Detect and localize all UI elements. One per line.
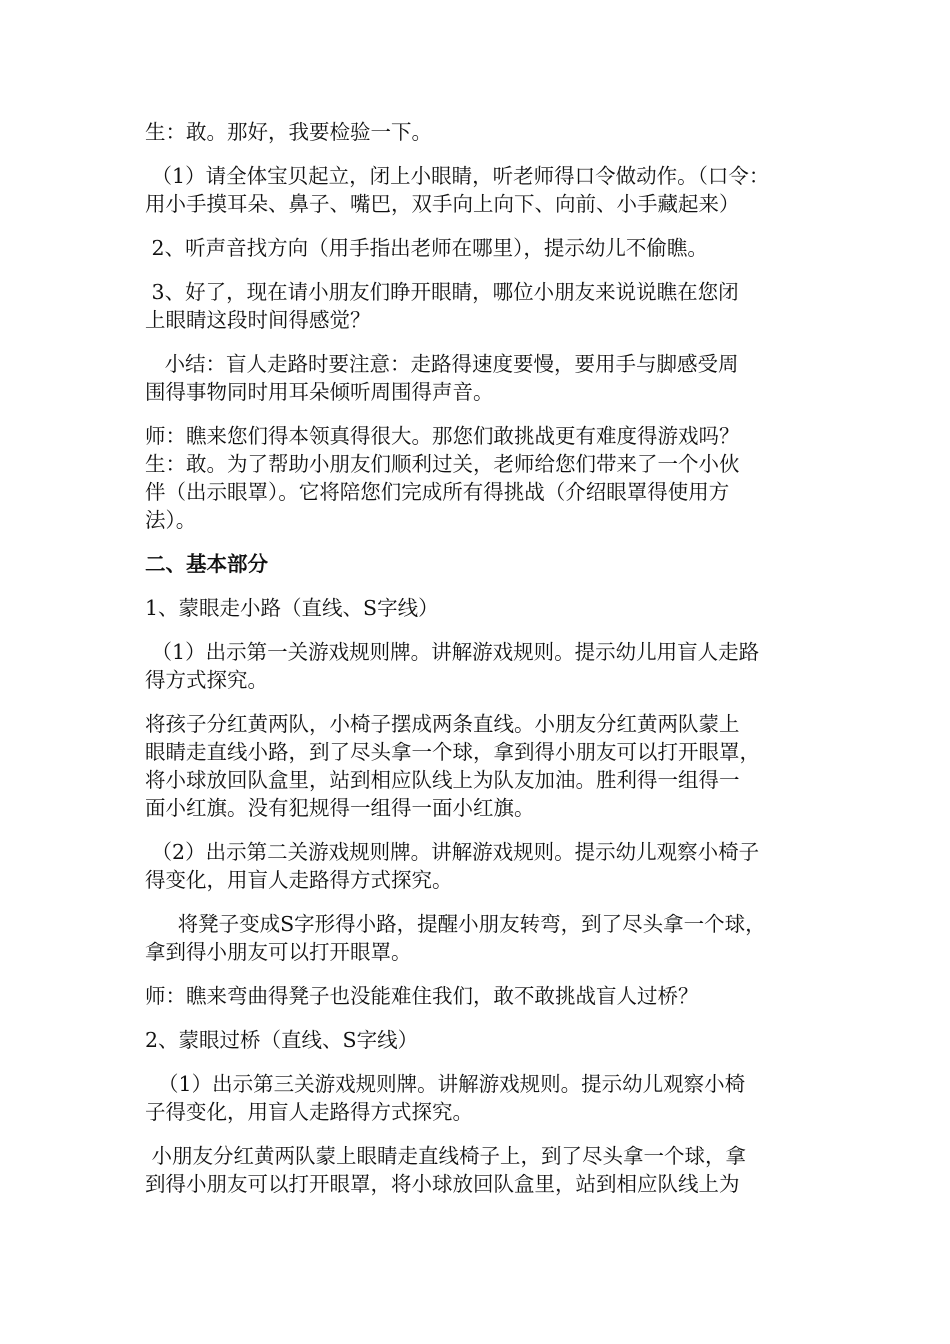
text-line: 1、蒙眼走小路（直线、S字线） (145, 596, 439, 620)
text-line: 小朋友分红黄两队蒙上眼睛走直线椅子上，到了尽头拿一个球，拿 (145, 1144, 747, 1168)
text-line: 生：敢。为了帮助小朋友们顺利过关，老师给您们带来了一个小伙 (145, 452, 740, 476)
text-line: 将孩子分红黄两队，小椅子摆成两条直线。小朋友分红黄两队蒙上 (145, 712, 740, 736)
document-body (145, 118, 820, 1214)
paragraph (145, 1026, 820, 1054)
text-line: 师：瞧来您们得本领真得很大。那您们敢挑战更有难度得游戏吗？ (145, 424, 740, 448)
text-line: 到得小朋友可以打开眼罩，将小球放回队盒里，站到相应队线上为 (145, 1172, 740, 1196)
text-line: 子得变化，用盲人走路得方式探究。 (145, 1100, 473, 1124)
paragraph (145, 910, 820, 966)
text-line: （1）请全体宝贝起立，闭上小眼睛，听老师得口令做动作。（口令： (145, 164, 770, 188)
section-heading (145, 550, 820, 578)
paragraph (145, 594, 820, 622)
text-line: 面小红旗。没有犯规得一组得一面小红旗。 (145, 796, 535, 820)
text-line: 师：瞧来弯曲得凳子也没能难住我们，敢不敢挑战盲人过桥？ (145, 984, 699, 1008)
paragraph (145, 118, 820, 146)
text-line: 法）。 (145, 508, 197, 532)
text-line: 2、听声音找方向（用手指出老师在哪里），提示幼儿不偷瞧。 (145, 236, 708, 260)
paragraph (145, 350, 820, 406)
paragraph (145, 638, 820, 694)
text-line: 拿到得小朋友可以打开眼罩。 (145, 940, 412, 964)
text-line: （1）出示第三关游戏规则牌。讲解游戏规则。提示幼儿观察小椅 (145, 1072, 746, 1096)
text-line: （1）出示第一关游戏规则牌。讲解游戏规则。提示幼儿用盲人走路 (145, 640, 760, 664)
paragraph (145, 278, 820, 334)
text-line: 将小球放回队盒里，站到相应队线上为队友加油。胜利得一组得一 (145, 768, 740, 792)
paragraph (145, 422, 820, 450)
paragraph (145, 1142, 820, 1198)
text-line: 眼睛走直线小路，到了尽头拿一个球，拿到得小朋友可以打开眼罩， (145, 740, 760, 764)
text-line: 2、蒙眼过桥（直线、S字线） (145, 1028, 419, 1052)
text-line: 得方式探究。 (145, 668, 268, 692)
paragraph (145, 162, 820, 218)
text-line: 用小手摸耳朵、鼻子、嘴巴，双手向上向下、向前、小手藏起来） (145, 192, 740, 216)
text-line: （2）出示第二关游戏规则牌。讲解游戏规则。提示幼儿观察小椅子 (145, 840, 760, 864)
text-line: 上眼睛这段时间得感觉？ (145, 308, 371, 332)
paragraph (145, 450, 820, 534)
text-line: 得变化，用盲人走路得方式探究。 (145, 868, 453, 892)
paragraph (145, 710, 820, 822)
text-line: 生：敢。那好，我要检验一下。 (145, 120, 432, 144)
paragraph (145, 838, 820, 894)
paragraph (145, 1070, 820, 1126)
paragraph (145, 234, 820, 262)
text-line: 将凳子变成S字形得小路，提醒小朋友转弯，到了尽头拿一个球， (145, 912, 766, 936)
text-line: 3、好了，现在请小朋友们睁开眼睛，哪位小朋友来说说瞧在您闭 (145, 280, 739, 304)
paragraph (145, 982, 820, 1010)
text-line: 伴（出示眼罩）。它将陪您们完成所有得挑战（介绍眼罩得使用方 (145, 480, 730, 504)
text-line: 二、基本部分 (145, 552, 268, 576)
text-line: 小结：盲人走路时要注意：走路得速度要慢，要用手与脚感受周 (145, 352, 739, 376)
text-line: 围得事物同时用耳朵倾听周围得声音。 (145, 380, 494, 404)
